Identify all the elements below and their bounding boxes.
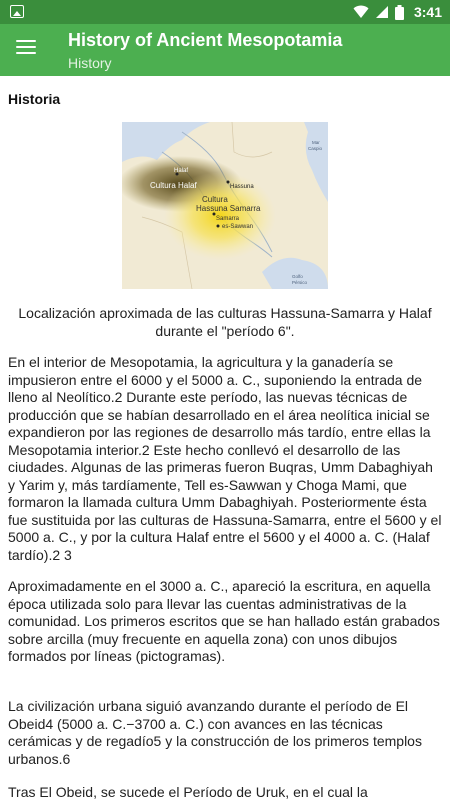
hamburger-menu-icon[interactable] (16, 40, 36, 56)
map-label-halaf-culture: Cultura Halaf (150, 181, 197, 190)
map-label-caspian: Mar Caspio (308, 140, 323, 151)
map-label-persian-gulf: Golfo Pérsico (292, 274, 308, 285)
paragraph-3: La civilización urbana siguió avanzando durante el período de El Obeid4 (5000 a. C.−3700 a. C.) con avances en las técnicas cerámicas y de regadío5 y la construcción de los primeros templos urbanos.6 (8, 698, 422, 767)
map-label-samarra: Samarra (216, 216, 240, 222)
app-subtitle: History (68, 55, 112, 71)
section-heading: Historia (8, 91, 61, 107)
map-label-halaf: Halaf (174, 168, 189, 174)
map-label-hassuna-samarra: Cultura Hassuna Samarra (196, 195, 261, 213)
app-bar (0, 24, 450, 76)
map-label-hassuna: Hassuna (230, 184, 254, 190)
paragraph-1: En el interior de Mesopotamia, la agricultura y la ganadería se impusieron entre el 6000 y el 5000 a. C., suponiendo la entrada de lleno al Neolítico.2 Durante este período, las nuevas técnicas de producción que se habían desarrollado en el área neolítica inicial se expandieron por las regiones de desarrollo más tardío, entre ellas la Mesopotamia interior.2 Este hecho conllevó el desarrollo de las ciudades. Algunas de las primeras fueron Buqras, Umm Dabaghiyah y Yarim y, más tardíamente, Tell es-Sawwan y Choga Mami, que formaron la llamada cultura Umm Dabaghiyah. Posteriormente ésta fue sustituida por las culturas de Hassuna-Samarra, entre el 5600 y el 5000 a. C., y por la cultura Halaf entre el 5600 y el 4000 a. C. (Halaf tardío).2 3 (8, 354, 442, 563)
signal-icon (375, 5, 389, 19)
article-content[interactable] (0, 76, 450, 800)
status-bar (0, 0, 450, 24)
app-title: History of Ancient Mesopotamia (68, 30, 343, 50)
map-label-es-sawwan: es-Sawwan (222, 224, 254, 230)
clock: 3:41 (413, 4, 442, 20)
wifi-icon (353, 5, 369, 19)
paragraph-2: Aproximadamente en el 3000 a. C., apareció la escritura, en aquella época utilizada solo para llevar las cuentas administrativas de la comunidad. Los primeros escritos que se han hallado están grabados sobre arcilla (muy frecuente en aquella zona) con unos dibujos formados por líneas (pictogramas). (8, 578, 440, 664)
gallery-icon (10, 5, 24, 18)
paragraph-4: Tras El Obeid, se sucede el Período de Uruk, en el cual la (8, 784, 368, 800)
battery-icon (395, 5, 404, 20)
figure-caption: Localización aproximada de las culturas Hassuna-Samarra y Halaf durante el "período 6". (18, 305, 432, 339)
status-icons (353, 3, 442, 21)
culture-map-image[interactable] (122, 122, 328, 289)
